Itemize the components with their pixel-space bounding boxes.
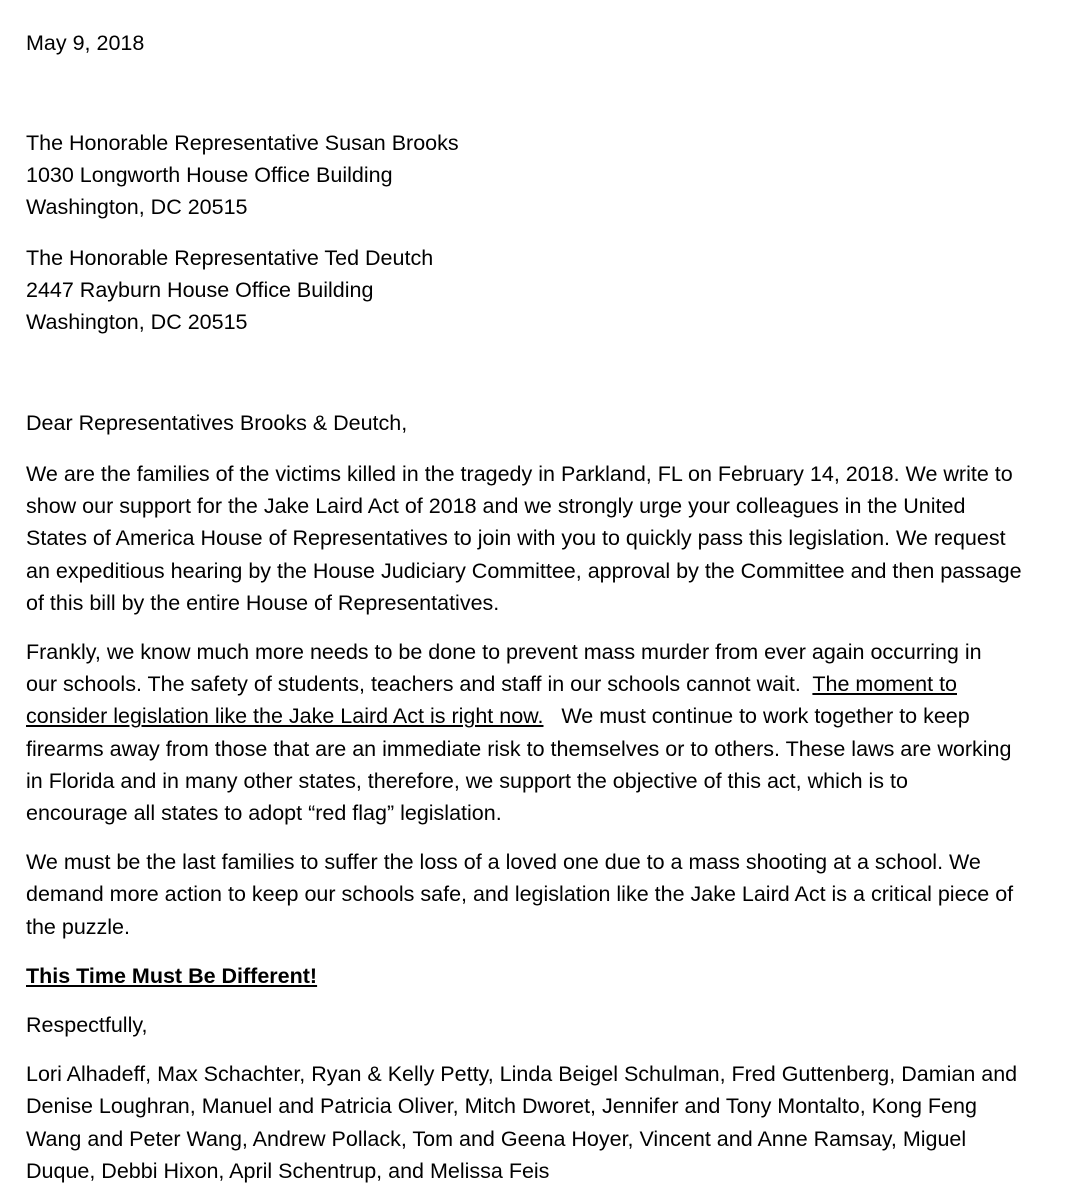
recipient-name: The Honorable Representative Susan Brooks	[26, 131, 459, 155]
text-line: show our support for the Jake Laird Act of 2018 and we strongly urge your colleagues in the United	[26, 494, 966, 519]
recipient-address-brooks	[26, 127, 459, 224]
underlined-emphasis: The moment to	[812, 672, 957, 697]
recipient-city: Washington, DC 20515	[26, 310, 248, 335]
recipient-name: The Honorable Representative Ted Deutch	[26, 246, 434, 270]
salutation: Dear Representatives Brooks & Deutch,	[26, 411, 408, 435]
signatory-line: Wang and Peter Wang, Andrew Pollack, Tom and Geena Hoyer, Vincent and Anne Ramsay, Miguel	[26, 1126, 967, 1151]
text-line: the puzzle.	[26, 914, 130, 939]
text-line: demand more action to keep our schools safe, and legislation like the Jake Laird Act is a critical piece of	[26, 882, 1014, 907]
text-line: We must be the last families to suffer the loss of a loved one due to a mass shooting at a school. We	[26, 850, 981, 875]
text-line: an expeditious hearing by the House Judiciary Committee, approval by the Committee and then passage	[26, 558, 1022, 583]
recipient-city: Washington, DC 20515	[26, 195, 248, 220]
signatory-line: Lori Alhadeff, Max Schachter, Ryan & Kelly Petty, Linda Beigel Schulman, Fred Guttenberg, Damian and	[26, 1062, 1018, 1087]
closing: Respectfully,	[26, 1013, 148, 1038]
paragraph-frankly	[26, 636, 1081, 829]
text-span: We must continue to work together to keep	[543, 704, 970, 729]
letter-date: May 9, 2018	[26, 31, 145, 55]
text-line: We are the families of the victims killed in the tragedy in Parkland, FL on February 14, 2018. We write to	[26, 462, 1013, 486]
slogan-paragraph	[26, 960, 1081, 992]
text-line	[26, 668, 1081, 700]
recipient-street: 1030 Longworth House Office Building	[26, 163, 393, 188]
signatory-line: Denise Loughran, Manuel and Patricia Oliver, Mitch Dworet, Jennifer and Tony Montalto, Kong Feng	[26, 1094, 977, 1119]
underlined-emphasis: consider legislation like the Jake Laird Act is right now.	[26, 704, 544, 729]
signatories	[26, 1058, 1081, 1187]
text-line: States of America House of Representatives to join with you to quickly pass this legislation. We request	[26, 526, 1006, 551]
recipient-street: 2447 Rayburn House Office Building	[26, 278, 374, 303]
paragraph-support	[26, 458, 1081, 619]
text-line: of this bill by the entire House of Representatives.	[26, 590, 500, 615]
text-line: Frankly, we know much more needs to be done to prevent mass murder from ever again occurring in	[26, 640, 982, 665]
text-line: firearms away from those that are an immediate risk to themselves or to others. These laws are working	[26, 736, 1012, 761]
paragraph-last-families	[26, 846, 1081, 943]
letter-body	[26, 458, 1081, 1204]
text-span: our schools. The safety of students, teachers and staff in our schools cannot wait.	[26, 672, 813, 697]
text-line: encourage all states to adopt “red flag” legislation.	[26, 801, 502, 826]
signatory-line: Duque, Debbi Hixon, April Schentrup, and Melissa Feis	[26, 1158, 550, 1183]
text-line: in Florida and in many other states, therefore, we support the objective of this act, which is to	[26, 768, 908, 793]
recipient-address-deutch	[26, 242, 433, 339]
text-line	[26, 700, 1081, 732]
closing-paragraph	[26, 1009, 1081, 1041]
slogan: This Time Must Be Different!	[26, 963, 318, 988]
